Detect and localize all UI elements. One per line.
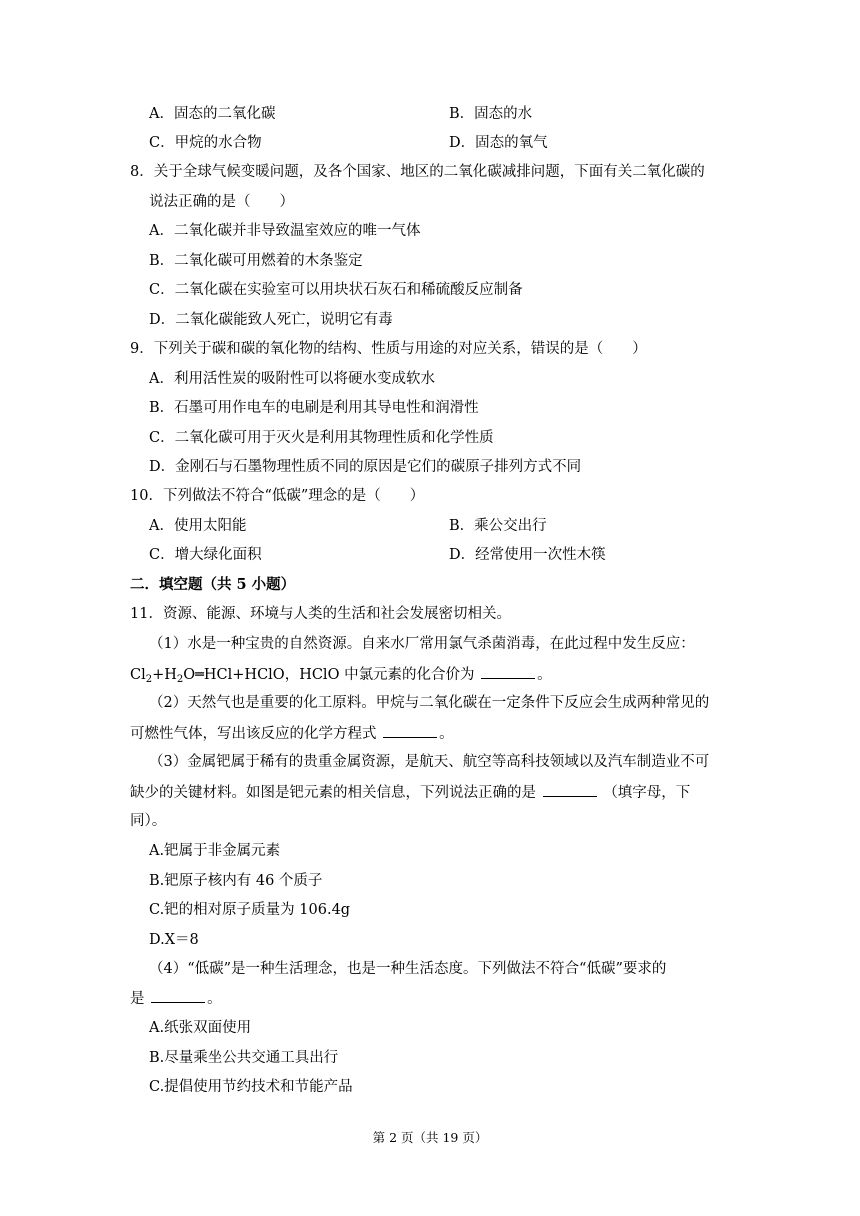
q8-option-b: B．二氧化碳可用燃着的木条鉴定: [149, 253, 363, 269]
q11-part4-line1: （4）“低碳”是一种生活理念，也是一种生活态度。下列做法不符合“低碳”要求的: [149, 961, 667, 977]
q11-part4-line2: [130, 988, 222, 1009]
q8-option-c: C．二氧化碳在实验室可以用块状石灰石和稀硫酸反应制备: [149, 282, 523, 298]
q9-option-d: D．金刚石与石墨物理性质不同的原因是它们的碳原子排列方式不同: [149, 459, 582, 475]
q10-option-a: A．使用太阳能: [149, 518, 247, 534]
q8-stem-line1: 8．关于全球气候变暖问题，及各个国家、地区的二氧化碳减排问题，下面有关二氧化碳的: [130, 164, 705, 180]
part3-text: 缺少的关键材料。如图是钯元素的相关信息，下列说法正确的是: [130, 785, 536, 801]
q11-part3-option-c: C.钯的相对原子质量为 106.4g: [149, 902, 351, 918]
q8-option-d: D．二氧化碳能致人死亡，说明它有毒: [149, 312, 393, 328]
page-footer: 第 2 页（共 19 页）: [372, 1130, 488, 1145]
q11-part3-option-b: B.钯原子核内有 46 个质子: [149, 873, 323, 889]
q10-stem: 10．下列做法不符合“低碳”理念的是（ ）: [130, 488, 425, 504]
part3-text-end: （填字母，下: [603, 785, 691, 801]
q11-stem: 11．资源、能源、环境与人类的生活和社会发展密切相关。: [130, 606, 511, 622]
q8-stem-line2: 说法正确的是（ ）: [149, 194, 294, 210]
q7-option-a: A．固态的二氧化碳: [149, 106, 276, 122]
q10-option-b: B．乘公交出行: [449, 518, 547, 534]
q11-part4-option-c: C.提倡使用节约技术和节能产品: [149, 1079, 353, 1095]
q9-option-c: C．二氧化碳可用于灭火是利用其物理性质和化学性质: [149, 430, 494, 446]
q11-part2-line2: [130, 723, 454, 744]
eq-sub: 2: [176, 674, 184, 685]
eq-cl: Cl: [130, 667, 146, 683]
line-end: 。: [439, 726, 454, 742]
q11-part1-line1: （1）水是一种宝贵的自然资源。自来水厂常用氯气杀菌消毒，在此过程中发生反应：: [149, 636, 695, 652]
q7-option-d: D．固态的氧气: [449, 135, 548, 151]
answer-blank[interactable]: [543, 782, 597, 797]
answer-blank[interactable]: [481, 664, 535, 679]
q7-option-b: B．固态的水: [449, 106, 533, 122]
answer-blank[interactable]: [151, 988, 205, 1003]
q10-option-c: C．增大绿化面积: [149, 547, 262, 563]
part2-text: 可燃性气体，写出该反应的化学方程式: [130, 726, 377, 742]
q11-part2-line1: （2）天然气也是重要的化工原料。甲烷与二氧化碳在一定条件下反应会生成两种常见的: [149, 695, 710, 711]
q9-stem: 9．下列关于碳和碳的氧化物的结构、性质与用途的对应关系，错误的是（ ）: [130, 341, 647, 357]
part4-text: 是: [130, 991, 145, 1007]
q11-part3-option-a: A.钯属于非金属元素: [149, 843, 281, 859]
line-end: 。: [207, 991, 222, 1007]
q9-option-a: A．利用活性炭的吸附性可以将硬水变成软水: [149, 371, 435, 387]
q7-option-c: C．甲烷的水合物: [149, 135, 262, 151]
q11-part1-equation-line: [130, 664, 552, 690]
q11-part3-line1: （3）金属钯属于稀有的贵重金属资源，是航天、航空等高科技领域以及汽车制造业不可: [149, 754, 710, 770]
q8-option-a: A．二氧化碳并非导致温室效应的唯一气体: [149, 223, 421, 239]
q11-part3-line3: 同）。: [130, 813, 167, 829]
section-heading-fill-in: 二．填空题（共 5 小题）: [130, 576, 296, 593]
eq-sub: 2: [145, 674, 153, 685]
q11-part3-line2: [130, 782, 690, 803]
eq-rest: O═HCl+HClO，HClO 中氯元素的化合价为: [183, 667, 475, 683]
answer-blank[interactable]: [383, 723, 437, 738]
q11-part4-option-b: B.尽量乘坐公共交通工具出行: [149, 1050, 339, 1066]
line-end: 。: [537, 667, 552, 683]
q11-part4-option-a: A.纸张双面使用: [149, 1020, 252, 1036]
q9-option-b: B．石墨可用作电车的电刷是利用其导电性和润滑性: [149, 400, 479, 416]
q11-part3-option-d: D.X＝8: [149, 932, 199, 948]
q10-option-d: D．经常使用一次性木筷: [449, 547, 606, 563]
eq-h: +H: [152, 667, 177, 683]
